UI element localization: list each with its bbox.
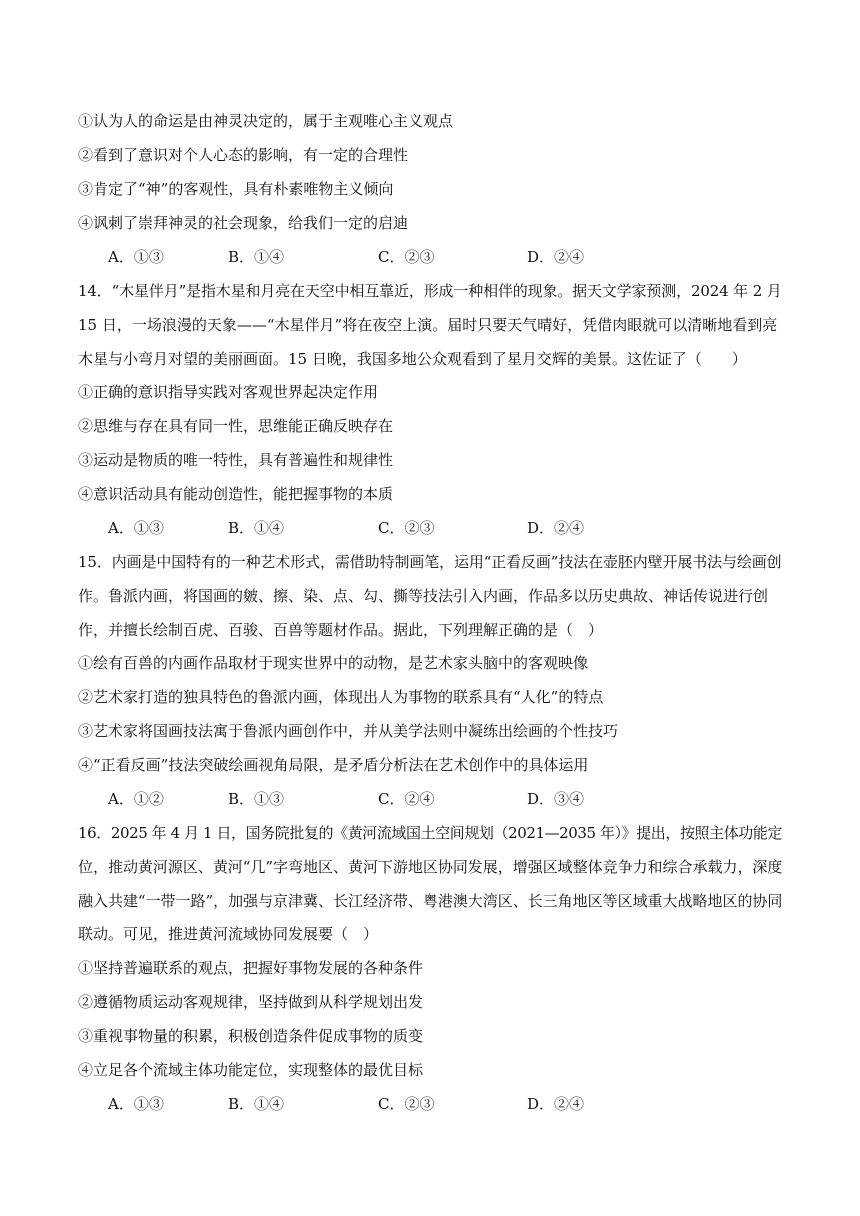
q15-stem-line-1: 15．内画是中国特有的一种艺术形式，需借助特制画笔，运用“正看反画”技法在壶胚内壁开展书法与绘画创 <box>78 553 782 571</box>
q14-statement-2: ②思维与存在具有同一性，思维能正确反映存在 <box>78 417 394 435</box>
q14-stem-line-1: 14．“木星伴月”是指木星和月亮在天空中相互靠近，形成一种相伴的现象。据天文学家预测，2024 年 2 月 <box>78 282 782 300</box>
q15-stem-line-2: 作。鲁派内画，将国画的皴、擦、染、点、勾、撕等技法引入内画，作品多以历史典故、神话传说进行创 <box>78 587 769 605</box>
q15-statement-4: ④“正看反画”技法突破绘画视角局限，是矛盾分析法在艺术创作中的具体运用 <box>78 756 589 774</box>
q13-choice-a[interactable]: A．①③ <box>108 248 164 266</box>
q14-choice-c[interactable]: C．②③ <box>378 519 435 537</box>
q13-statement-1: ①认为人的命运是由神灵决定的，属于主观唯心主义观点 <box>78 112 454 130</box>
q15-stem-line-3: 作，并擅长绘制百虎、百骏、百兽等题材作品。据此，下列理解正确的是（ ） <box>78 621 604 639</box>
q13-statement-3: ③肯定了“神”的客观性，具有朴素唯物主义倾向 <box>78 180 394 198</box>
q13-choice-c[interactable]: C．②③ <box>378 248 435 266</box>
q16-statement-2: ②遵循物质运动客观规律，坚持做到从科学规划出发 <box>78 993 424 1011</box>
q15-choice-c[interactable]: C．②④ <box>378 790 435 808</box>
q16-stem-line-2: 位，推动黄河源区、黄河“几”字弯地区、黄河下游地区协同发展，增强区域整体竞争力和综合承载力，深度 <box>78 858 783 876</box>
q13-choice-b[interactable]: B．①④ <box>228 248 285 266</box>
q15-statement-3: ③艺术家将国画技法寓于鲁派内画创作中，并从美学法则中凝练出绘画的个性技巧 <box>78 722 619 740</box>
q16-stem-line-1: 16．2025 年 4 月 1 日，国务院批复的《黄河流域国土空间规划（2021—2035 年）》提出，按照主体功能定 <box>78 824 783 842</box>
q15-choice-b[interactable]: B．①③ <box>228 790 285 808</box>
q15-choice-d[interactable]: D．③④ <box>527 790 585 808</box>
q16-choice-b[interactable]: B．①④ <box>228 1095 285 1113</box>
q14-choice-a[interactable]: A．①③ <box>108 519 164 537</box>
q14-choice-d[interactable]: D．②④ <box>527 519 585 537</box>
q15-choice-a[interactable]: A．①② <box>108 790 164 808</box>
q13-statement-2: ②看到了意识对个人心态的影响，有一定的合理性 <box>78 146 409 164</box>
q14-stem-line-3: 木星与小弯月对望的美丽画面。15 日晚，我国多地公众观看到了星月交辉的美景。这佐证了（ ） <box>78 350 747 368</box>
q14-stem-line-2: 15 日，一场浪漫的天象——“木星伴月”将在夜空上演。届时只要天气晴好，凭借肉眼就可以清晰地看到亮 <box>78 316 778 334</box>
q16-statement-1: ①坚持普遍联系的观点，把握好事物发展的各种条件 <box>78 959 424 977</box>
q14-statement-4: ④意识活动具有能动创造性，能把握事物的本质 <box>78 485 394 503</box>
q15-statement-2: ②艺术家打造的独具特色的鲁派内画，体现出人为事物的联系具有“人化”的特点 <box>78 688 604 706</box>
q16-choice-d[interactable]: D．②④ <box>527 1095 585 1113</box>
q14-statement-1: ①正确的意识指导实践对客观世界起决定作用 <box>78 383 379 401</box>
q16-choice-a[interactable]: A．①③ <box>108 1095 164 1113</box>
q16-stem-line-4: 联动。可见，推进黄河流域协同发展要（ ） <box>78 925 379 943</box>
q15-statement-1: ①绘有百兽的内画作品取材于现实世界中的动物，是艺术家头脑中的客观映像 <box>78 654 589 672</box>
q14-choice-b[interactable]: B．①④ <box>228 519 285 537</box>
q16-statement-4: ④立足各个流域主体功能定位，实现整体的最优目标 <box>78 1061 424 1079</box>
q16-statement-3: ③重视事物量的积累，积极创造条件促成事物的质变 <box>78 1027 424 1045</box>
q14-statement-3: ③运动是物质的唯一特性，具有普遍性和规律性 <box>78 451 394 469</box>
q13-statement-4: ④讽刺了崇拜神灵的社会现象，给我们一定的启迪 <box>78 214 409 232</box>
q13-choice-d[interactable]: D．②④ <box>527 248 585 266</box>
q16-stem-line-3: 融入共建“一带一路”，加强与京津冀、长江经济带、粤港澳大湾区、长三角地区等区域重大战略地区的协同 <box>78 892 783 910</box>
q16-choice-c[interactable]: C．②③ <box>378 1095 435 1113</box>
